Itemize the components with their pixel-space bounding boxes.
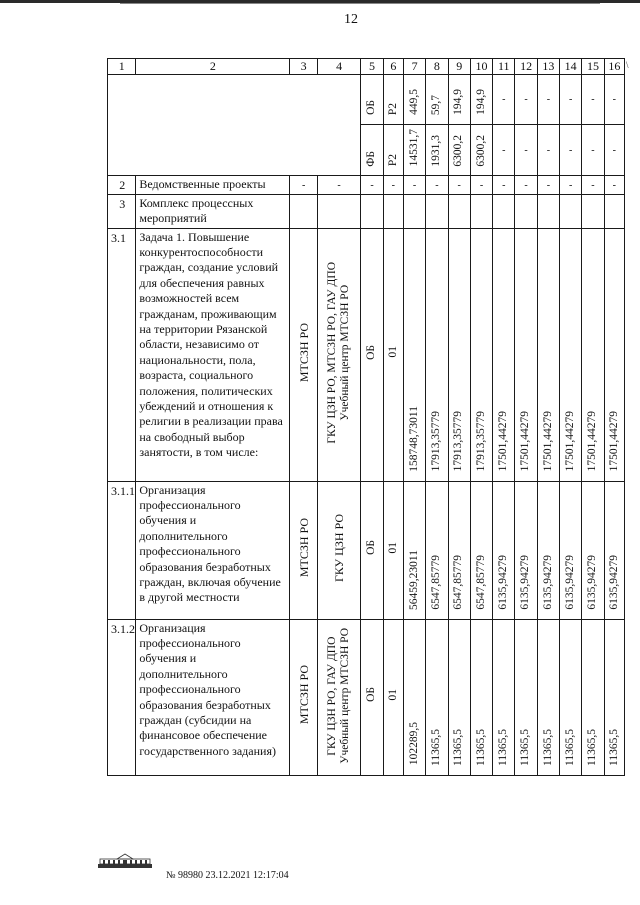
col-num-6: 6 <box>383 59 403 75</box>
funding-blank <box>108 125 361 176</box>
dash-cell: - <box>493 176 515 194</box>
scan-top-shadow <box>120 3 600 4</box>
funding-value: 194,9 <box>474 89 487 115</box>
row-2 <box>108 176 625 194</box>
dash-cell: - <box>470 176 492 194</box>
executors-line2: Учебный центр МТСЗН РО <box>339 627 352 764</box>
budget: ОБ <box>365 344 378 360</box>
responsible: МТСЗН РО <box>296 518 311 578</box>
funding-dash: - <box>560 75 582 125</box>
dash-cell: - <box>361 176 383 194</box>
funding-value: 59,7 <box>430 94 443 115</box>
executors <box>326 628 352 764</box>
executors-line2: Учебный центр МТСЗН РО <box>339 285 352 421</box>
dash-cell: - <box>426 176 448 194</box>
col-num-10: 10 <box>470 59 492 75</box>
funding-dash: - <box>537 125 559 176</box>
col-num-9: 9 <box>448 59 470 75</box>
value: 17913,35779 <box>430 411 443 472</box>
funding-col6: Р2 <box>386 102 399 115</box>
row-name: Организация профессионального обучения и дополнительного профессионального образования безработных граждан, включая обучение в другой местности <box>136 481 290 619</box>
value: 11365,5 <box>586 728 599 766</box>
value: 6547,85779 <box>474 554 487 610</box>
dash-cell: - <box>582 176 604 194</box>
value: 6135,94279 <box>519 554 532 610</box>
row-3-1 <box>108 228 625 481</box>
funding-value: 6300,2 <box>452 134 465 167</box>
dash-cell: - <box>403 176 425 194</box>
funding-dash: - <box>537 75 559 125</box>
value: 11365,5 <box>519 728 532 766</box>
value: 17501,44279 <box>607 411 620 472</box>
funding-value: 1931,3 <box>430 134 443 167</box>
row-number: 3.1 <box>108 228 136 481</box>
col-num-8: 8 <box>426 59 448 75</box>
value: 56459,23011 <box>407 549 420 610</box>
code: 01 <box>386 688 399 701</box>
col-num-1: 1 <box>108 59 136 75</box>
value: 17501,44279 <box>541 411 554 472</box>
program-table <box>107 58 625 776</box>
dash-cell: - <box>537 176 559 194</box>
col-num-12: 12 <box>515 59 537 75</box>
funding-dash: - <box>604 75 624 125</box>
col-num-7: 7 <box>403 59 425 75</box>
col-num-16: 16 <box>604 59 624 75</box>
row-name: Задача 1. Повышение конкурентоспособности граждан, создание условий для обеспечения равных возможностей всем гражданам, проживающим на территории Рязанской области, независимо от национальности, пола, возраста, социального положения, политических убеждений и отношения к религии в реализации права на свободный выбор занятости, в том числе: <box>136 228 290 481</box>
document-footer: № 98980 23.12.2021 12:17:04 <box>166 870 289 881</box>
funding-col6: Р2 <box>386 154 399 167</box>
funding-value: 14531,7 <box>407 129 420 167</box>
row-3 <box>108 194 625 228</box>
executors-line1: ГКУ ЦЗН РО, ГАУ ДПО <box>326 636 339 756</box>
value: 11365,5 <box>563 728 576 766</box>
dash-cell: - <box>383 176 403 194</box>
row-name: Ведомственные проекты <box>136 176 290 194</box>
funding-row-fb <box>108 125 625 176</box>
dash-cell: - <box>448 176 470 194</box>
funding-dash: - <box>560 125 582 176</box>
col-num-14: 14 <box>560 59 582 75</box>
value: 11365,5 <box>541 728 554 766</box>
row-name: Комплекс процессных мероприятий <box>136 194 290 228</box>
row-name: Организация профессионального обучения и дополнительного профессионального образования безработных граждан (субсидии на финансовое обеспечение государственного задания) <box>136 619 290 775</box>
funding-dash: - <box>582 75 604 125</box>
funding-blank <box>108 75 361 125</box>
funding-code: ФБ <box>365 150 378 167</box>
budget: ОБ <box>365 540 378 556</box>
value: 6135,94279 <box>607 554 620 610</box>
funding-dash: - <box>582 125 604 176</box>
funding-dash: - <box>604 125 624 176</box>
column-number-row <box>108 59 625 75</box>
executors-line1: ГКУ ЦЗН РО, МТСЗН РО, ГАУ ДПО <box>326 262 339 444</box>
value: 6135,94279 <box>541 554 554 610</box>
col-num-2: 2 <box>136 59 290 75</box>
row-3-1-1 <box>108 481 625 619</box>
col-num-4: 4 <box>317 59 361 75</box>
value: 11365,5 <box>452 728 465 766</box>
executors <box>326 262 352 444</box>
code: 01 <box>386 346 399 358</box>
dash-cell: - <box>290 176 317 194</box>
dash-cell: - <box>604 176 624 194</box>
value: 11365,5 <box>607 728 620 766</box>
dash-cell: - <box>317 176 361 194</box>
value: 17501,44279 <box>586 411 599 472</box>
corner-mark: \ <box>626 60 629 70</box>
col-num-15: 15 <box>582 59 604 75</box>
page-number: 12 <box>344 12 358 27</box>
responsible: МТСЗН РО <box>296 665 311 725</box>
col-num-13: 13 <box>537 59 559 75</box>
value: 11365,5 <box>497 728 510 766</box>
government-building-stamp-icon <box>97 853 153 869</box>
value: 6135,94279 <box>563 554 576 610</box>
value: 6547,85779 <box>430 554 443 610</box>
row-3-1-2 <box>108 619 625 775</box>
funding-dash: - <box>515 75 537 125</box>
budget: ОБ <box>365 687 378 703</box>
funding-dash: - <box>493 75 515 125</box>
col-num-11: 11 <box>493 59 515 75</box>
value: 6547,85779 <box>452 554 465 610</box>
dash-cell: - <box>515 176 537 194</box>
value: 102289,5 <box>407 722 420 766</box>
executors: ГКУ ЦЗН РО <box>332 513 347 582</box>
funding-value: 449,5 <box>407 89 420 115</box>
funding-dash: - <box>515 125 537 176</box>
value: 17913,35779 <box>452 411 465 472</box>
row-number: 2 <box>108 176 136 194</box>
value: 11365,5 <box>474 728 487 766</box>
col-num-3: 3 <box>290 59 317 75</box>
row-number: 3.1.1 <box>108 481 136 619</box>
value: 17913,35779 <box>474 411 487 472</box>
code: 01 <box>386 541 399 554</box>
funding-row-ob <box>108 75 625 125</box>
row-number: 3.1.2 <box>108 619 136 775</box>
value: 6135,94279 <box>497 554 510 610</box>
row-number: 3 <box>108 194 136 228</box>
responsible: МТСЗН РО <box>296 322 311 382</box>
funding-code: ОБ <box>365 100 378 115</box>
value: 17501,44279 <box>563 411 576 472</box>
dash-cell: - <box>560 176 582 194</box>
value: 6135,94279 <box>586 554 599 610</box>
value: 158748,73011 <box>407 405 420 472</box>
value: 17501,44279 <box>497 411 510 472</box>
funding-dash: - <box>493 125 515 176</box>
funding-value: 6300,2 <box>474 134 487 167</box>
value: 11365,5 <box>430 728 443 766</box>
funding-value: 194,9 <box>452 89 465 115</box>
col-num-5: 5 <box>361 59 383 75</box>
value: 17501,44279 <box>519 411 532 472</box>
